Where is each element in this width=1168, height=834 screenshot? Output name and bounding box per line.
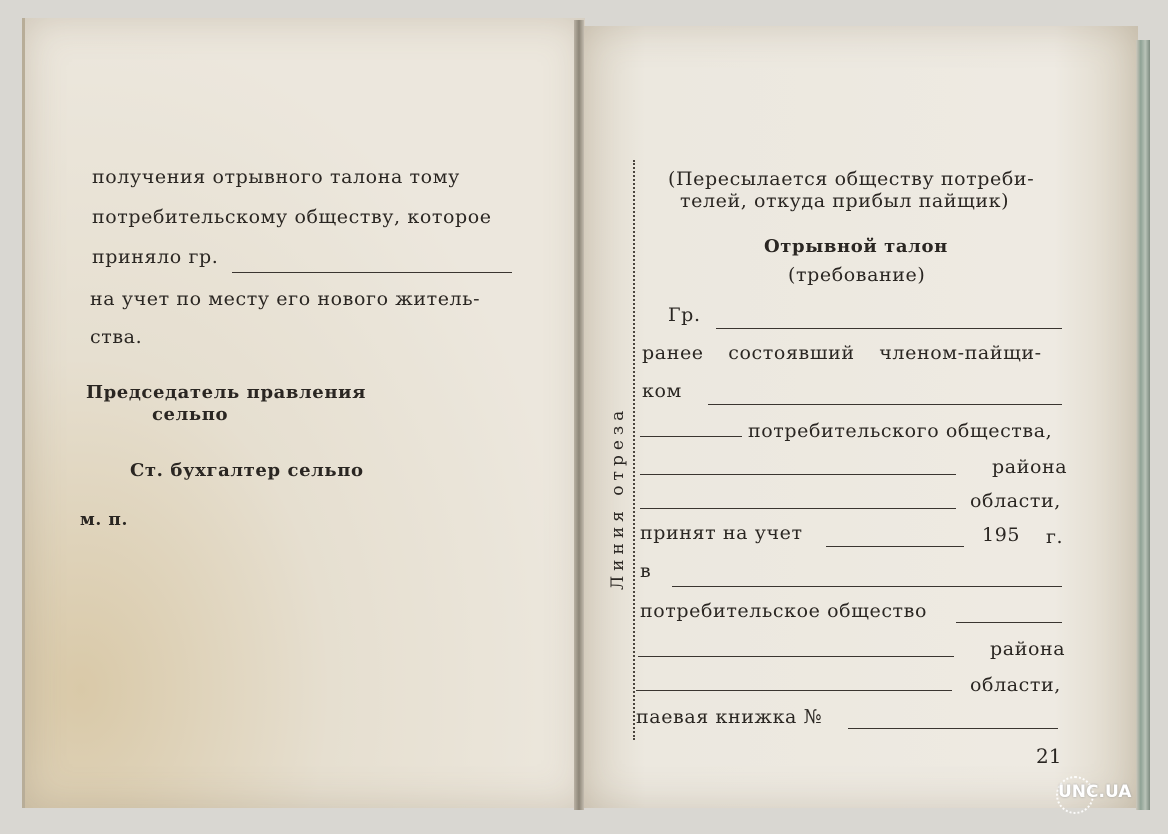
- left-line-4: на учет по месту его нового житель-: [90, 288, 481, 310]
- watermark-text: UNC.UA: [1058, 782, 1132, 802]
- accountant-label: Ст. бухгалтер сельпо: [130, 460, 364, 481]
- district-2-label: района: [990, 638, 1066, 660]
- booklet-spine: [574, 20, 584, 810]
- coupon-subtitle: (требование): [788, 264, 926, 286]
- gr-blank-line: [716, 328, 1062, 329]
- region-2-blank-line: [636, 690, 952, 691]
- district-label: района: [992, 456, 1068, 478]
- district-blank-line: [640, 474, 956, 475]
- name-blank-line: [232, 272, 512, 273]
- left-line-3: приняло гр.: [92, 246, 219, 268]
- coupon-title: Отрывной талон: [764, 236, 948, 257]
- consumer-society-blank-line: [956, 622, 1062, 623]
- region-2-label: области,: [970, 674, 1061, 696]
- society-label: потребительского общества,: [748, 420, 1053, 442]
- in-blank-line: [672, 586, 1062, 587]
- note-line-2: телей, откуда прибыл пайщик): [680, 190, 1010, 212]
- left-page: [22, 18, 585, 808]
- left-line-5: ства.: [90, 326, 143, 348]
- chairman-label: Председатель правления: [86, 382, 366, 403]
- left-line-1: получения отрывного талона тому: [92, 166, 460, 188]
- society-blank-line: [640, 436, 742, 437]
- cut-line-label: Линия отреза: [608, 405, 628, 590]
- gr-label: Гр.: [668, 304, 701, 326]
- left-line-2: потребительскому обществу, которое: [92, 206, 492, 228]
- district-2-blank-line: [638, 656, 954, 657]
- cut-line-dotted: [633, 160, 635, 740]
- in-label: в: [640, 560, 652, 582]
- kom-blank-line: [708, 404, 1062, 405]
- note-line-1: (Пересылается обществу потреби-: [668, 168, 1035, 190]
- accepted-label: принят на учет: [640, 522, 803, 544]
- stamp-place-label: м. п.: [80, 510, 128, 530]
- region-blank-line: [640, 508, 956, 509]
- chairman-label-2: сельпо: [152, 404, 229, 425]
- page-number: 21: [1036, 744, 1062, 768]
- consumer-society-label: потребительское общество: [640, 600, 928, 622]
- year-suffix: г.: [1046, 526, 1064, 548]
- share-book-label: паевая книжка №: [636, 706, 823, 728]
- region-label: области,: [970, 490, 1061, 512]
- share-book-blank-line: [848, 728, 1058, 729]
- kom-label: ком: [642, 380, 682, 402]
- accepted-date-blank-line: [826, 546, 964, 547]
- booklet-cover-edge: [1136, 40, 1150, 810]
- formerly-label: ранее состоявший членом-пайщи-: [642, 342, 1042, 364]
- year-label: 195: [982, 524, 1021, 546]
